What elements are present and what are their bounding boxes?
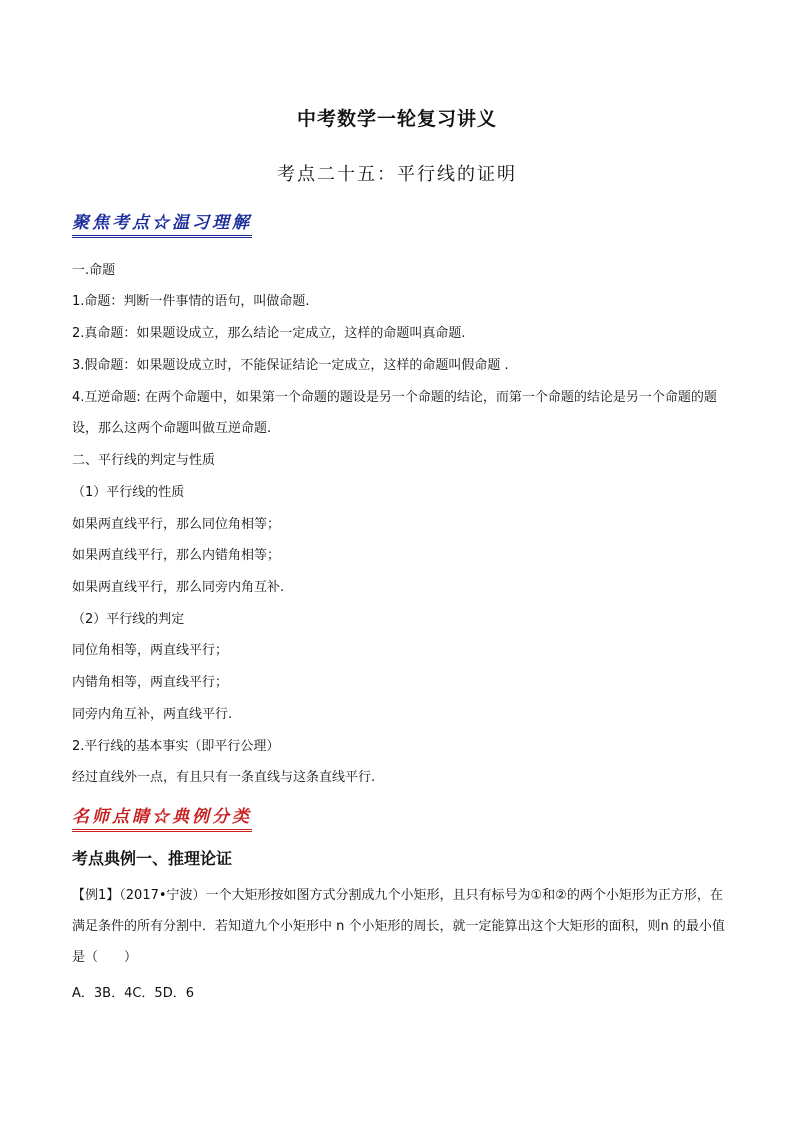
text-line: 3.假命题：如果题设成立时，不能保证结论一定成立，这样的命题叫假命题 . xyxy=(72,358,509,373)
text-paragraph: 4.互逆命题: 在两个命题中，如果第一个命题的题设是另一个命题的结论，而第一个命题的结论是另一个命题的题设，那么这两个命题叫做互逆命题. xyxy=(72,390,717,436)
text-line: 如果两直线平行，那么同旁内角互补. xyxy=(72,580,285,595)
text-line: 内错角相等，两直线平行； xyxy=(72,675,229,690)
example-title: 考点典例一、推理论证 xyxy=(72,849,233,868)
section-heading-examples: 名师点睛☆典例分类 xyxy=(72,806,252,832)
document-title: 中考数学一轮复习讲义 xyxy=(296,108,497,130)
text-line: （2）平行线的判定 xyxy=(72,612,185,627)
text-line: 1.命题：判断一件事情的语句，叫做命题. xyxy=(72,294,310,309)
section-heading-review: 聚焦考点☆温习理解 xyxy=(72,212,252,238)
text-line: 经过直线外一点，有且只有一条直线与这条直线平行. xyxy=(72,770,376,785)
text-line: 同位角相等，两直线平行； xyxy=(72,643,229,658)
text-line: 2.真命题：如果题设成立，那么结论一定成立，这样的命题叫真命题. xyxy=(72,326,466,341)
example-options: A．3B．4C．5D．6 xyxy=(72,986,194,1001)
document-subtitle: 考点二十五：平行线的证明 xyxy=(277,164,517,185)
text-line: （1）平行线的性质 xyxy=(72,485,185,500)
text-line: 一.命题 xyxy=(72,263,116,278)
example-question: 【例1】（2017•宁波）一个大矩形按如图方式分割成九个小矩形，且只有标号为①和②的两个小矩形为正方形，在满足条件的所有分割中．若知道九个小矩形中 n 个小矩形的周长，就一定能算出这个大矩形的面积，则n 的最小值是（ ） xyxy=(72,888,725,965)
text-line: 同旁内角互补，两直线平行. xyxy=(72,707,233,722)
text-line: 2.平行线的基本事实（即平行公理） xyxy=(72,739,280,754)
text-line: 如果两直线平行，那么同位角相等； xyxy=(72,517,281,532)
text-line: 如果两直线平行，那么内错角相等； xyxy=(72,548,281,563)
text-line: 二、平行线的判定与性质 xyxy=(72,453,216,468)
